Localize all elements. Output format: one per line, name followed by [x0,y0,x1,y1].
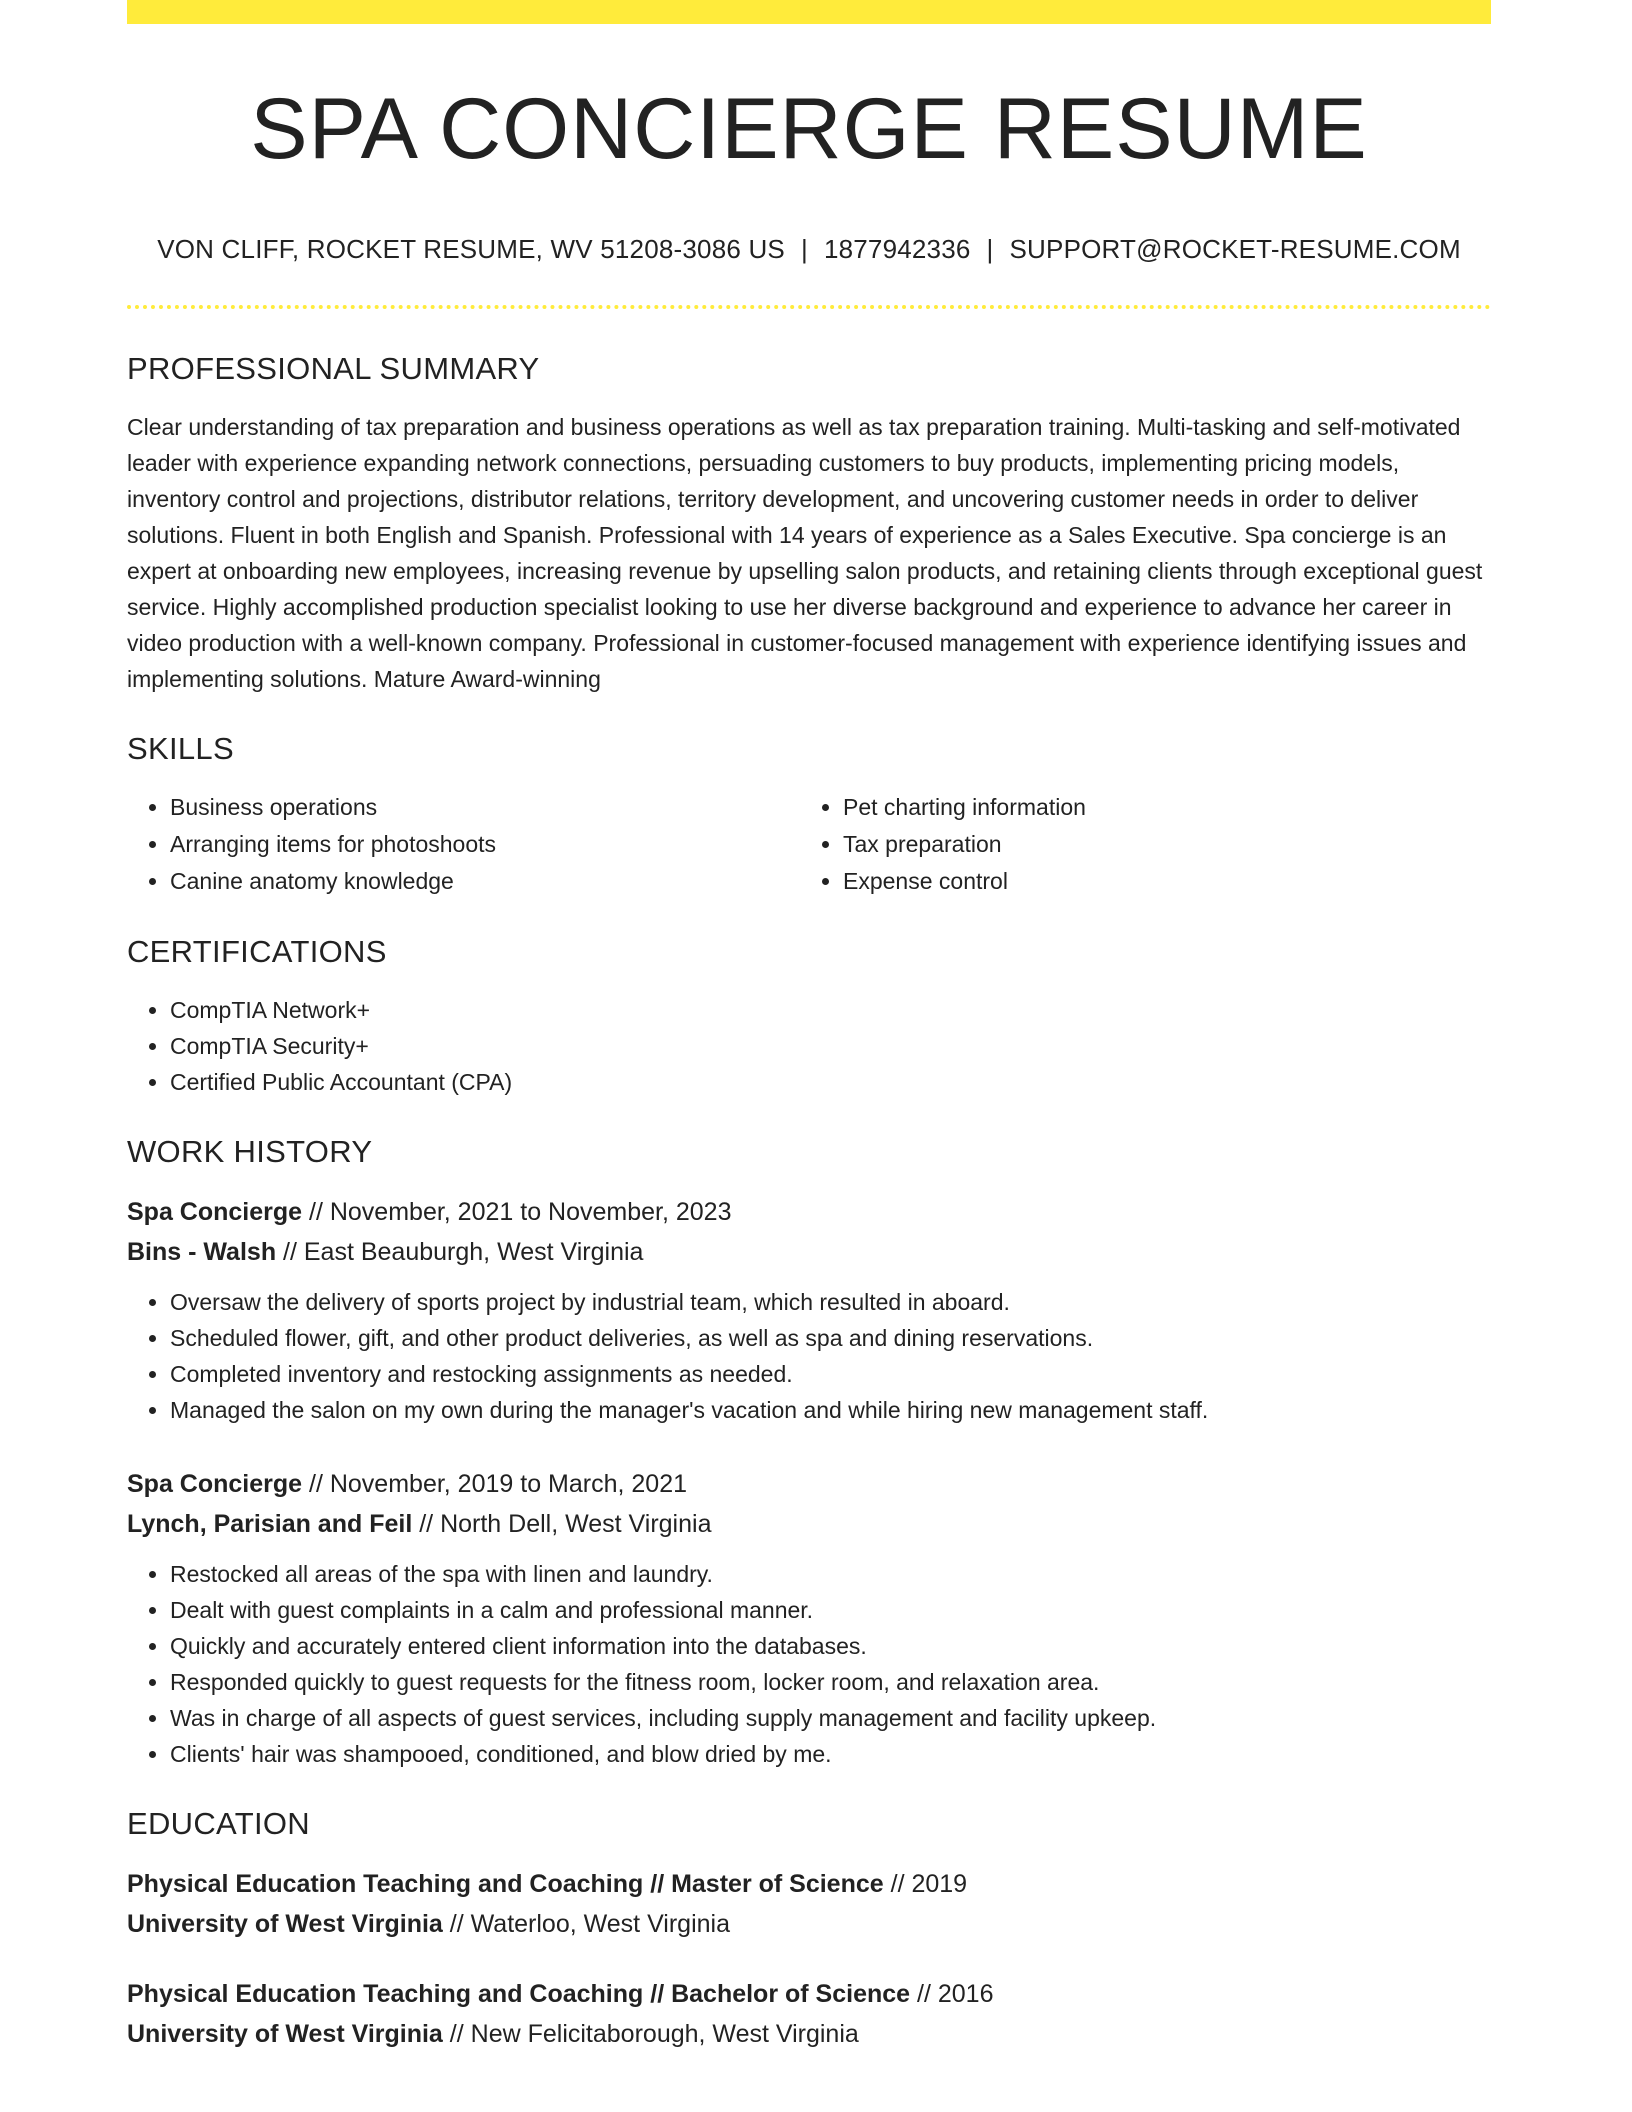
job-bullet: • Oversaw the delivery of sports project by industrial team, which resulted in aboard. [170,1284,1491,1320]
job-bullets [127,1284,1491,1428]
education-school-line [127,2014,1491,2054]
accent-bar [127,0,1491,24]
job-title: Spa Concierge [127,1198,303,1227]
job-bullet: • Responded quickly to guest requests for the fitness room, locker room, and relaxation area. [170,1664,1491,1700]
resume-page [127,0,1491,2054]
education-year: // 2016 [917,1980,994,2009]
job-title-line [127,1464,1491,1504]
education-school: University of West Virginia [127,2020,443,2049]
contact-separator: | [800,234,808,265]
job-bullet: • Was in charge of all aspects of guest services, including supply management and facility upkeep. [170,1700,1491,1736]
job-location: // North Dell, West Virginia [419,1510,712,1539]
skills-heading: SKILLS [127,731,234,767]
education-location: // Waterloo, West Virginia [449,1910,730,1939]
contact-line [127,234,1491,265]
work-history-heading: WORK HISTORY [127,1134,373,1170]
education-degree-line [127,1864,1491,1904]
education-entry [127,1864,1491,1944]
job-bullets [127,1556,1491,1772]
education-year: // 2019 [890,1870,968,1899]
education-degree: Physical Education Teaching and Coaching // Bachelor of Science [127,1980,911,2009]
job-bullet: • Dealt with guest complaints in a calm and professional manner. [170,1592,1491,1628]
contact-phone: 1877942336 [823,234,971,265]
job-title-line [127,1192,1491,1232]
skill-item: • Expense control [843,863,1473,900]
education-entry [127,1974,1491,2054]
job-dates: // November, 2021 to November, 2023 [309,1198,732,1227]
skill-item: • Pet charting information [843,789,1473,826]
resume-title: SPA CONCIERGE RESUME [250,81,1368,177]
certifications-list [127,992,1491,1100]
certification-item: • Certified Public Accountant (CPA) [170,1064,1491,1100]
education-location: // New Felicitaborough, West Virginia [449,2020,859,2049]
job-bullet: • Completed inventory and restocking assignments as needed. [170,1356,1491,1392]
job-bullet: • Managed the salon on my own during the manager's vacation and while hiring new management staff. [170,1392,1491,1428]
education-degree: Physical Education Teaching and Coaching // Master of Science [127,1870,884,1899]
job-location: // East Beauburgh, West Virginia [283,1238,644,1267]
job-company-line [127,1232,1491,1272]
contact-email: SUPPORT@ROCKET-RESUME.COM [1009,234,1461,265]
education-school-line [127,1904,1491,1944]
job-bullet: • Scheduled flower, gift, and other product deliveries, as well as spa and dining reservations. [170,1320,1491,1356]
dotted-divider [127,305,1491,309]
job-dates: // November, 2019 to March, 2021 [309,1470,688,1499]
certifications-heading: CERTIFICATIONS [127,934,387,970]
job-bullet: • Quickly and accurately entered client information into the databases. [170,1628,1491,1664]
education-heading: EDUCATION [127,1806,310,1842]
skill-item: • Business operations [170,789,800,826]
skills-grid [127,789,1491,900]
skill-item: • Tax preparation [843,826,1473,863]
contact-separator: | [986,234,994,265]
education-school: University of West Virginia [127,1910,443,1939]
certification-item: • CompTIA Security+ [170,1028,1491,1064]
skills-right-list [800,789,1473,900]
job-company-line [127,1504,1491,1544]
certification-item: • CompTIA Network+ [170,992,1491,1028]
skill-item: • Arranging items for photoshoots [170,826,800,863]
job-entry [127,1192,1491,1428]
job-company: Lynch, Parisian and Feil [127,1510,413,1539]
job-company: Bins - Walsh [127,1238,277,1267]
job-title: Spa Concierge [127,1470,303,1499]
job-bullet: • Restocked all areas of the spa with linen and laundry. [170,1556,1491,1592]
skills-left-list [127,789,800,900]
contact-address: VON CLIFF, ROCKET RESUME, WV 51208-3086 US [157,234,785,265]
skill-item: • Canine anatomy knowledge [170,863,800,900]
summary-text: Clear understanding of tax preparation and business operations as well as tax preparation training. Multi-tasking and self-motivated leader with experience expanding network connections, persuading customers to buy products, implementing pricing models, inventory control and projections, distributor relations, territory development, and uncovering customer needs in order to deliver solutions. Fluent in both English and Spanish. Professional with 14 years of experience as a Sales Executive. Spa concierge is an expert at onboarding new employees, increasing revenue by upselling salon products, and retaining clients through exceptional guest service. Highly accomplished production specialist looking to use her diverse background and experience to advance her career in video production with a well-known company. Professional in customer-focused management with experience identifying issues and implementing solutions. Mature Award-winning [127,414,1483,693]
summary-heading: PROFESSIONAL SUMMARY [127,351,540,387]
job-entry [127,1464,1491,1772]
job-bullet: • Clients' hair was shampooed, conditioned, and blow dried by me. [170,1736,1491,1772]
education-degree-line [127,1974,1491,2014]
